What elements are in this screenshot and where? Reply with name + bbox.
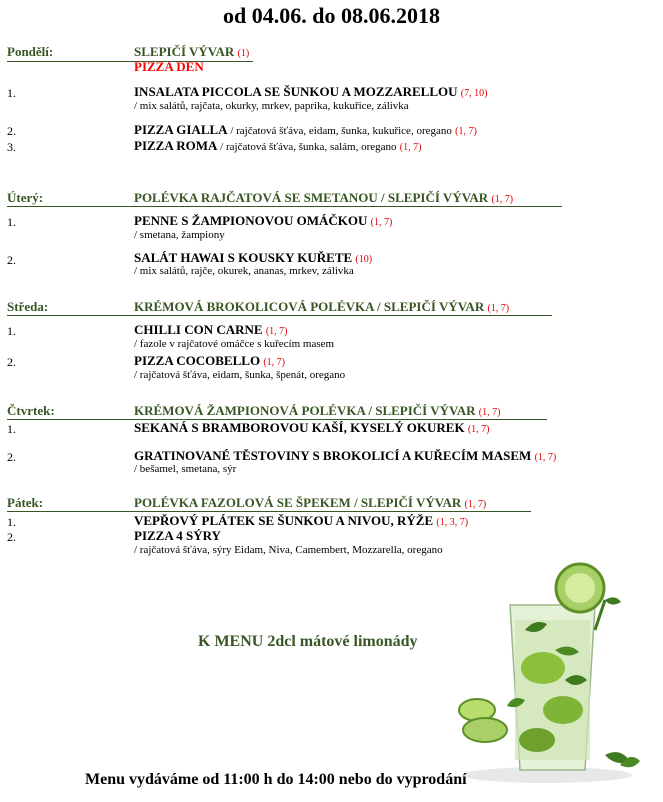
dish-thursday-2: GRATINOVANÉ TĚSTOVINY S BROKOLICÍ A KUŘECÍM MASEM (1, 7) xyxy=(134,448,557,463)
special-pizza-day: PIZZA DEN xyxy=(134,59,204,74)
day-underline xyxy=(7,511,531,512)
dish-desc: / mix salátů, rajčata, okurky, mrkev, paprika, kukuřice, zálivka xyxy=(134,100,409,112)
dish-tuesday-1: PENNE S ŽAMPIONOVOU OMÁČKOU (1, 7) xyxy=(134,213,393,228)
day-label-thursday: Čtvrtek: xyxy=(7,403,55,418)
lemonade-glass-icon xyxy=(455,560,645,785)
item-number: 1. xyxy=(7,515,16,529)
day-label-wednesday: Středa: xyxy=(7,299,49,314)
item-number: 2. xyxy=(7,253,16,267)
item-number: 3. xyxy=(7,140,16,154)
item-number: 1. xyxy=(7,422,16,436)
dish-thursday-1: SEKANÁ S BRAMBOROVOU KAŠÍ, KYSELÝ OKUREK (1, 7) xyxy=(134,420,490,435)
soup-thursday: KRÉMOVÁ ŽAMPIONOVÁ POLÉVKA / SLEPIČÍ VÝVAR (1, 7) xyxy=(134,403,501,418)
item-number: 2. xyxy=(7,530,16,544)
serving-hours: Menu vydáváme od 11:00 h do 14:00 nebo do vyprodání xyxy=(85,771,467,788)
item-number: 1. xyxy=(7,86,16,100)
day-label-tuesday: Úterý: xyxy=(7,190,44,205)
dish-tuesday-2: SALÁT HAWAI S KOUSKY KUŘETE (10) xyxy=(134,250,373,265)
dish-wednesday-1: CHILLI CON CARNE (1, 7) xyxy=(134,322,288,337)
dish-monday-1: INSALATA PICCOLA SE ŠUNKOU A MOZZARELLOU (7, 10) xyxy=(134,84,488,99)
soup-monday: SLEPIČÍ VÝVAR (1) xyxy=(134,44,250,59)
day-underline xyxy=(7,61,253,62)
item-number: 2. xyxy=(7,355,16,369)
soup-friday: POLÉVKA FAZOLOVÁ SE ŠPEKEM / SLEPIČÍ VÝVAR (1, 7) xyxy=(134,495,487,510)
menu-date-range: od 04.06. do 08.06.2018 xyxy=(223,3,440,28)
dish-desc: / rajčatová šťáva, eidam, šunka, špenát, oregano xyxy=(134,369,346,381)
item-number: 1. xyxy=(7,324,16,338)
day-label-monday: Pondělí: xyxy=(7,44,54,59)
promo-lemonade: K MENU 2dcl mátové limonády xyxy=(198,633,418,650)
dish-desc: / mix salátů, rajče, okurek, ananas, mrkev, zálivka xyxy=(134,265,354,277)
dish-monday-2: PIZZA GIALLA / rajčatová šťáva, eidam, šunka, kukuřice, oregano (1, 7) xyxy=(134,122,477,137)
dish-friday-2: PIZZA 4 SÝRY xyxy=(134,528,221,543)
day-underline xyxy=(7,315,552,316)
day-label-friday: Pátek: xyxy=(7,495,44,510)
item-number: 2. xyxy=(7,450,16,464)
dish-wednesday-2: PIZZA COCOBELLO (1, 7) xyxy=(134,353,285,368)
item-number: 2. xyxy=(7,124,16,138)
day-underline xyxy=(7,206,562,207)
dish-desc: / fazole v rajčatové omáčce s kuřecím masem xyxy=(134,338,335,350)
item-number: 1. xyxy=(7,215,16,229)
dish-desc: / smetana, žampiony xyxy=(134,229,225,241)
dish-desc: / rajčatová šťáva, sýry Eidam, Niva, Camembert, Mozzarella, oregano xyxy=(134,544,443,556)
dish-desc: / bešamel, smetana, sýr xyxy=(134,463,237,475)
dish-friday-1: VEPŘOVÝ PLÁTEK SE ŠUNKOU A NIVOU, RÝŽE (1, 3, 7) xyxy=(134,513,469,528)
soup-tuesday: POLÉVKA RAJČATOVÁ SE SMETANOU / SLEPIČÍ VÝVAR (1, 7) xyxy=(134,190,514,205)
soup-wednesday: KRÉMOVÁ BROKOLICOVÁ POLÉVKA / SLEPIČÍ VÝVAR (1, 7) xyxy=(134,299,510,314)
dish-monday-3: PIZZA ROMA / rajčatová šťáva, šunka, salám, oregano (1, 7) xyxy=(134,138,422,153)
